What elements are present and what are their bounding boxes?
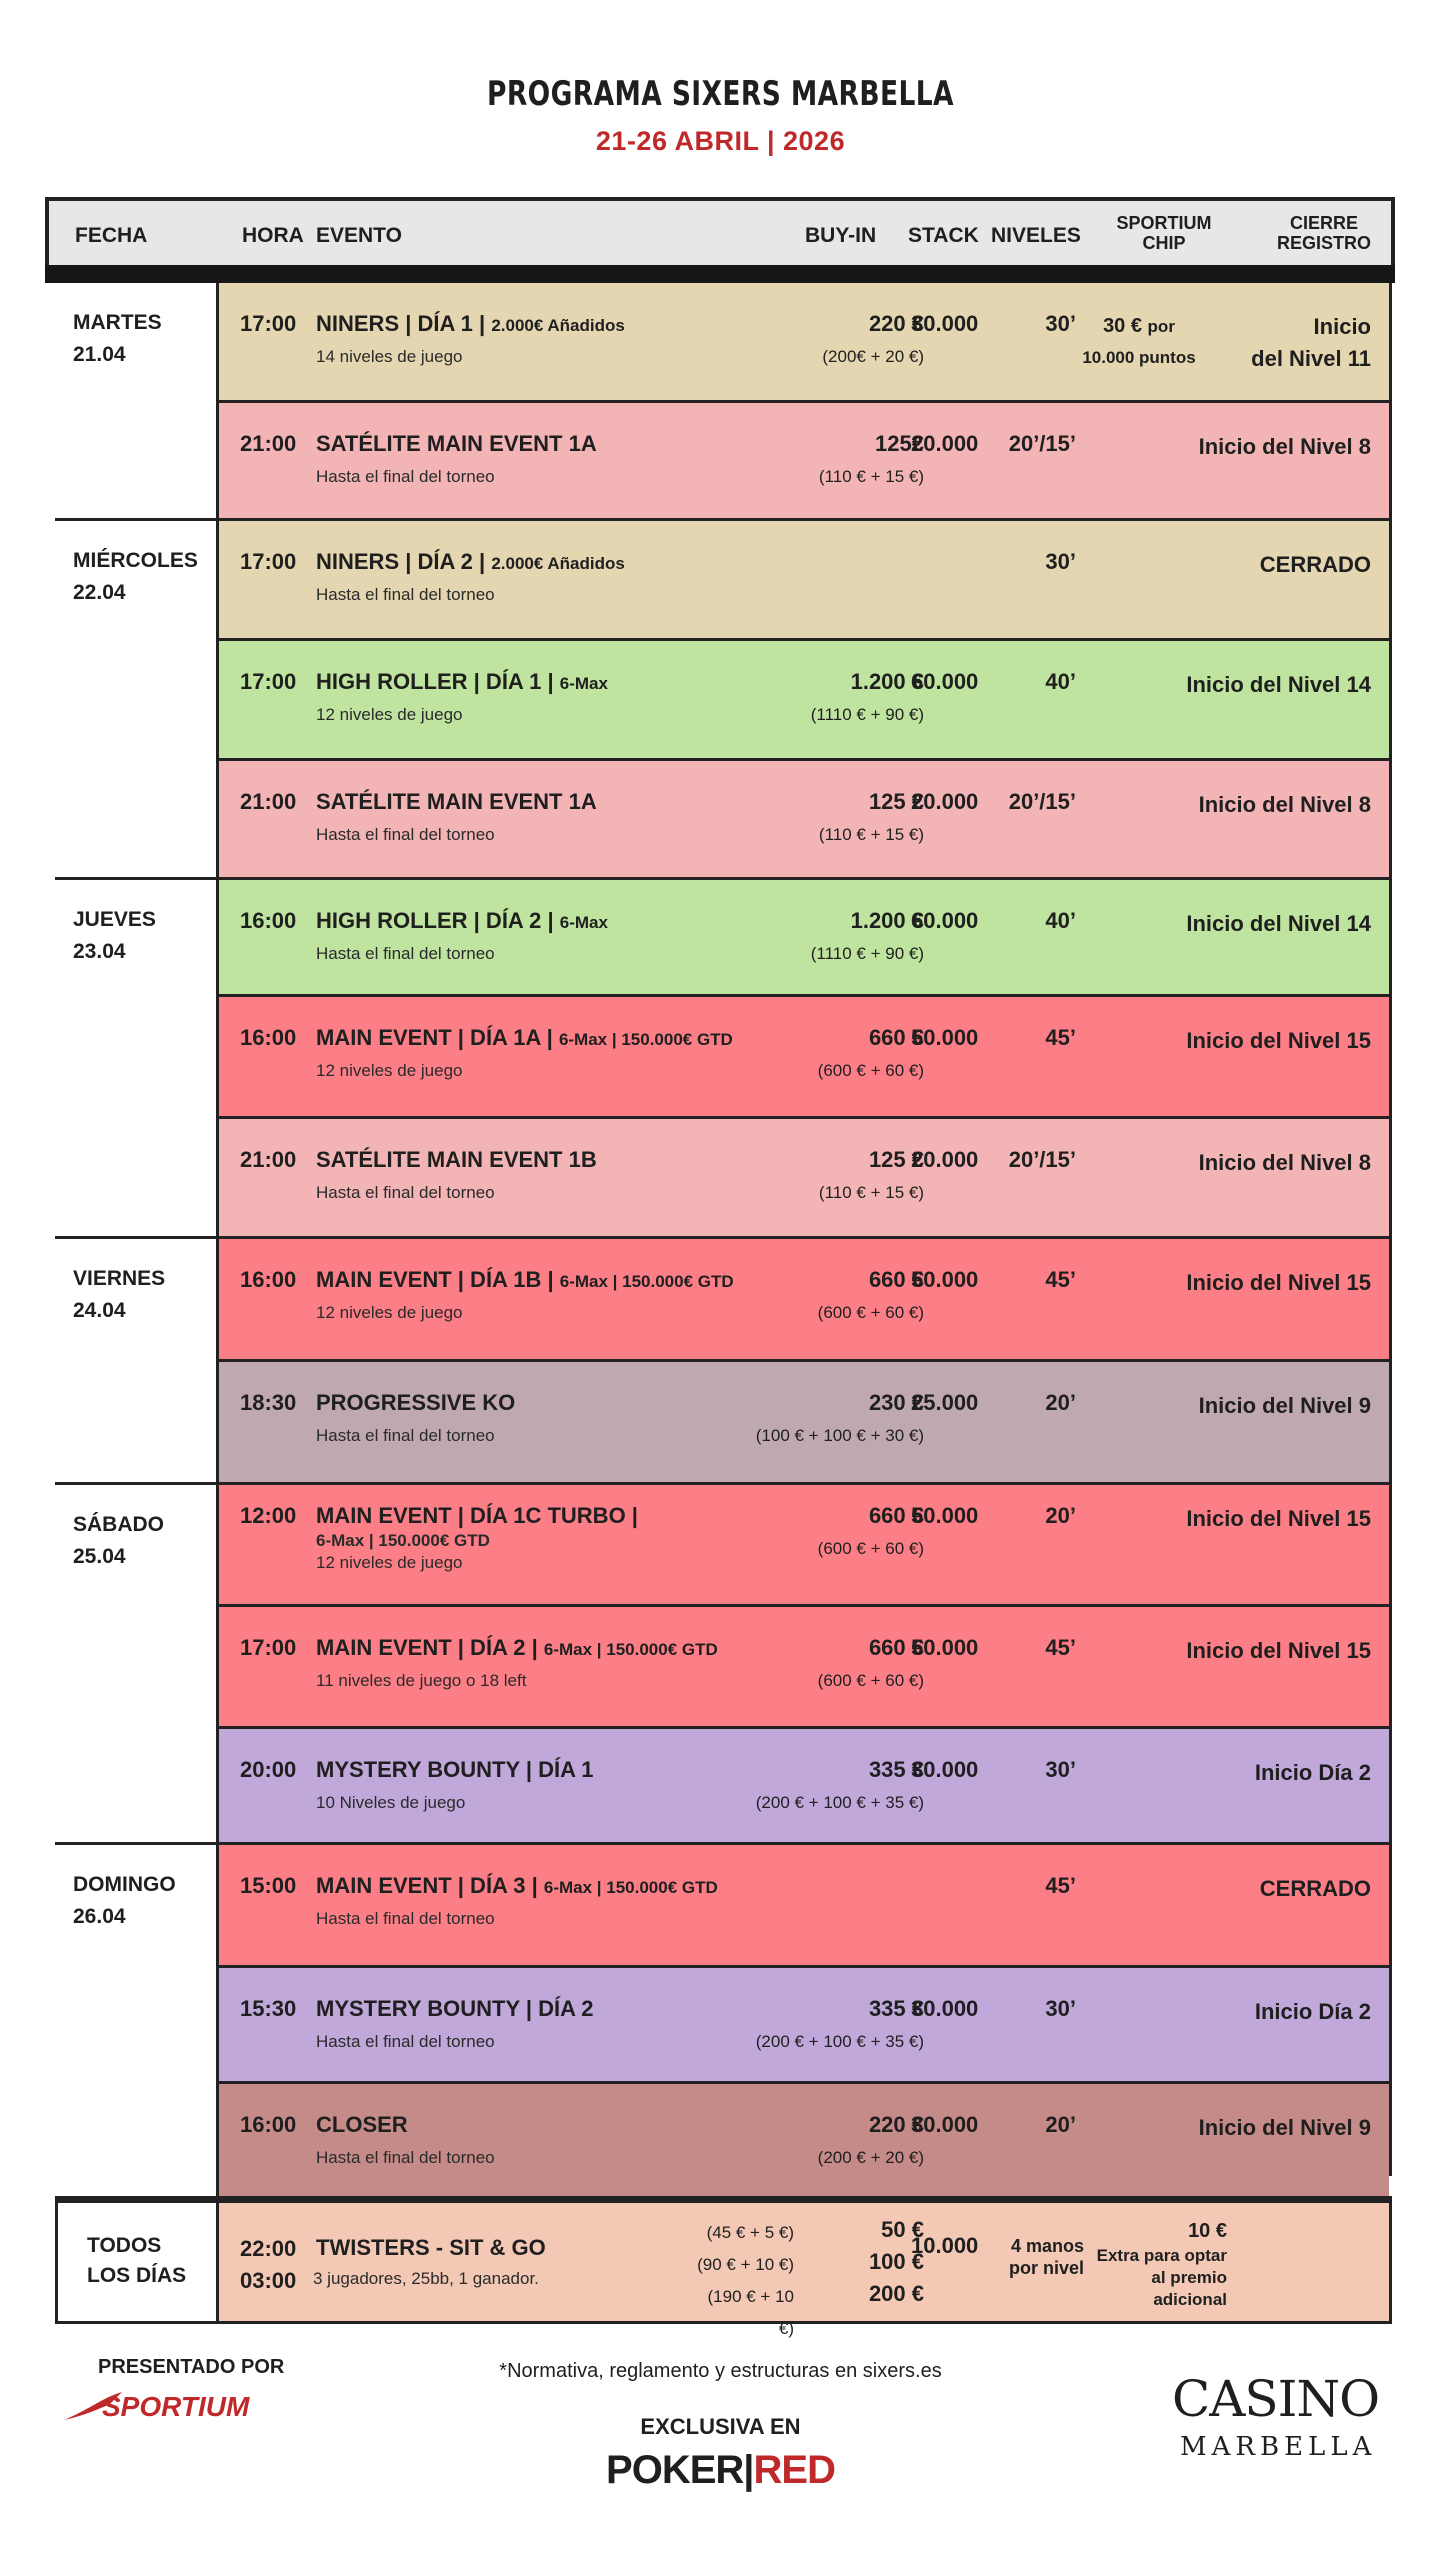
event-cierre: Inicio del Nivel 8 (1198, 1150, 1371, 1175)
day-name: SÁBADO (73, 1513, 165, 1536)
event-row (219, 1485, 1389, 1607)
day-date: 26.04 (73, 1905, 126, 1928)
event-niveles: 20’/15’ (1008, 431, 1076, 456)
event-time: 16:00 (240, 908, 297, 933)
event-cierre: Inicio del Nivel 8 (1198, 434, 1371, 459)
event-buyin: 660 € (868, 1267, 924, 1292)
event-buyin-detail: (110 € + 15 €) (818, 467, 924, 486)
event-name: HIGH ROLLER | DÍA 2 | 6-Max (316, 908, 608, 933)
page-title: PROGRAMA SIXERS MARBELLA (487, 74, 954, 114)
event-description: Hasta el final del torneo (316, 2148, 495, 2167)
header-sportium-chip (1109, 213, 1219, 253)
twisters-times: 22:00 03:00 (240, 2236, 297, 2293)
event-row (219, 1845, 1389, 1968)
event-name: MAIN EVENT | DÍA 3 | 6-Max | 150.000€ GTD (316, 1873, 718, 1898)
event-name: NINERS | DÍA 1 | 2.000€ Añadidos (316, 311, 625, 336)
event-description: 14 niveles de juego (316, 347, 463, 366)
event-cierre: Inicio del Nivel 15 (1186, 1506, 1371, 1531)
event-buyin-detail: (200€ + 20 €) (822, 347, 924, 366)
event-niveles: 45’ (1045, 1873, 1076, 1898)
header-cierre-line2: REGISTRO (1276, 233, 1371, 253)
event-time: 20:00 (240, 1757, 297, 1782)
header-divider (45, 265, 1395, 283)
event-time: 21:00 (240, 789, 297, 814)
event-row (219, 641, 1389, 761)
header-chip-line2: CHIP (1142, 233, 1186, 253)
event-stack: 20.000 (911, 789, 979, 814)
event-buyin: 660 € (868, 1635, 924, 1660)
header-hora: HORA (242, 224, 304, 247)
event-time: 16:00 (240, 1267, 297, 1292)
event-niveles: 45’ (1045, 1635, 1076, 1660)
event-time: 16:00 (240, 2112, 297, 2137)
event-buyin-detail: (600 € + 60 €) (817, 1671, 924, 1690)
header-fecha: FECHA (75, 224, 148, 247)
event-name: MYSTERY BOUNTY | DÍA 1 (316, 1757, 594, 1782)
event-buyin: 220 € (868, 311, 924, 336)
exclusiva-label: EXCLUSIVA EN (640, 2414, 801, 2439)
event-row (219, 403, 1389, 521)
event-buyin: 660 € (868, 1503, 924, 1528)
event-buyin-detail: (1110 € + 90 €) (810, 944, 924, 963)
event-buyin-detail: (600 € + 60 €) (817, 1303, 924, 1322)
event-description: 10 Niveles de juego (316, 1793, 466, 1812)
pokerred-logo: POKER|RED (606, 2448, 835, 2492)
event-cierre: Inicio del Nivel 9 (1198, 2115, 1371, 2140)
event-cierre: CERRADO (1259, 1876, 1371, 1901)
event-row (219, 1119, 1389, 1239)
day-date: 25.04 (73, 1545, 126, 1568)
event-buyin-detail: (200 € + 100 € + 35 €) (755, 1793, 924, 1812)
event-name: SATÉLITE MAIN EVENT 1A (316, 431, 597, 456)
event-buyin: 220 € (868, 2112, 924, 2137)
presentado-por: PRESENTADO POR (98, 2356, 285, 2378)
day-cell (55, 1239, 219, 1485)
event-time: 16:00 (240, 1025, 297, 1050)
event-time: 15:30 (240, 1996, 297, 2021)
event-name: PROGRESSIVE KO (316, 1390, 516, 1415)
event-buyin: 1.200 € (850, 908, 924, 933)
event-description: Hasta el final del torneo (316, 585, 495, 604)
day-cell (55, 880, 219, 1239)
day-name: MARTES (73, 311, 162, 334)
event-description: 12 niveles de juego (316, 1061, 463, 1080)
day-date: 22.04 (73, 581, 126, 604)
event-cierre: Inicio del Nivel 15 (1186, 1638, 1371, 1663)
event-row (219, 880, 1389, 997)
event-description: 12 niveles de juego (316, 1553, 463, 1572)
event-buyin: 335 € (868, 1757, 924, 1782)
event-row (219, 1968, 1389, 2084)
event-buyin-detail: (100 € + 100 € + 30 €) (755, 1426, 924, 1445)
event-stack: 30.000 (911, 1757, 979, 1782)
event-stack: 50.000 (911, 1267, 979, 1292)
event-niveles: 20’/15’ (1008, 789, 1076, 814)
event-stack: 50.000 (911, 1635, 979, 1660)
day-name: DOMINGO (73, 1873, 176, 1896)
event-stack: 60.000 (911, 908, 979, 933)
event-name: NINERS | DÍA 2 | 2.000€ Añadidos (316, 549, 625, 574)
event-buyin-detail: (110 € + 15 €) (818, 825, 924, 844)
event-row (219, 2084, 1389, 2200)
event-cierre: Inicio del Nivel 15 (1186, 1270, 1371, 1295)
event-niveles: 40’ (1045, 908, 1076, 933)
event-name: SATÉLITE MAIN EVENT 1B (316, 1147, 597, 1172)
event-niveles: 20’/15’ (1008, 1147, 1076, 1172)
twisters-name: TWISTERS - SIT & GO (316, 2235, 546, 2260)
header-niveles: NIVELES (991, 224, 1081, 247)
day-cell (55, 521, 219, 880)
event-row (219, 1362, 1389, 1485)
event-name: SATÉLITE MAIN EVENT 1A (316, 789, 597, 814)
event-description: 12 niveles de juego (316, 705, 463, 724)
marbella-logo-text: MARBELLA (1180, 2432, 1377, 2462)
event-cierre: Inicio del Nivel 14 (1186, 911, 1371, 936)
event-name: MAIN EVENT | DÍA 2 | 6-Max | 150.000€ GTD (316, 1635, 718, 1660)
event-stack: 20.000 (911, 1147, 979, 1172)
event-row (219, 997, 1389, 1119)
event-name: MYSTERY BOUNTY | DÍA 2 (316, 1996, 594, 2021)
twisters-frame (55, 2200, 1392, 2324)
event-buyin-detail: (200 € + 100 € + 35 €) (755, 2032, 924, 2051)
event-buyin-detail: (110 € + 15 €) (818, 1183, 924, 1202)
event-time: 17:00 (240, 669, 297, 694)
event-buyin-detail: (200 € + 20 €) (817, 2148, 924, 2167)
event-buyin: 1.200 € (850, 669, 924, 694)
event-description: Hasta el final del torneo (316, 1426, 495, 1445)
header-cierre-registro (1269, 213, 1379, 253)
event-niveles: 20’ (1045, 1390, 1076, 1415)
day-date: 24.04 (73, 1299, 126, 1322)
todos-los-dias-cell: TODOS LOS DÍAS (55, 2203, 219, 2322)
event-time: 15:00 (240, 1873, 297, 1898)
event-tags: 6-Max | 150.000€ GTD (316, 1531, 490, 1550)
event-buyin: 660 € (868, 1025, 924, 1050)
event-time: 17:00 (240, 549, 297, 574)
event-description: Hasta el final del torneo (316, 944, 495, 963)
event-cierre: Inicio Día 2 (1254, 1999, 1371, 2024)
event-name: HIGH ROLLER | DÍA 1 | 6-Max (316, 669, 608, 694)
event-stack: 60.000 (911, 669, 979, 694)
header-buyin: BUY-IN (805, 224, 877, 247)
event-row (219, 283, 1389, 403)
event-description: Hasta el final del torneo (316, 467, 495, 486)
twisters-chip: 10 € Extra para optar al premio adicional (1096, 2220, 1227, 2309)
event-row (219, 1729, 1389, 1845)
day-name: VIERNES (73, 1267, 166, 1290)
twisters-niveles: 4 manos por nivel (1008, 2236, 1084, 2278)
event-description: Hasta el final del torneo (316, 825, 495, 844)
page-subtitle: 21-26 ABRIL | 2026 (595, 126, 846, 156)
event-niveles: 20’ (1045, 1503, 1076, 1528)
event-buyin: 230 € (868, 1390, 924, 1415)
event-niveles: 30’ (1045, 1996, 1076, 2021)
header-cierre-line1: CIERRE (1289, 213, 1358, 233)
normativa-note: *Normativa, reglamento y estructuras en sixers.es (499, 2360, 942, 2382)
event-niveles: 20’ (1045, 2112, 1076, 2137)
event-cierre: Inicio del Nivel 11 (1251, 314, 1371, 371)
table-header (45, 197, 1395, 265)
header-stack: STACK (908, 224, 979, 247)
header-evento: EVENTO (316, 224, 402, 247)
table-border-right (1389, 283, 1392, 2176)
day-name: JUEVES (73, 908, 156, 931)
event-stack: 20.000 (911, 431, 979, 456)
event-buyin-detail: (600 € + 60 €) (817, 1061, 924, 1080)
event-time: 21:00 (240, 431, 297, 456)
event-buyin: 125 € (868, 1147, 924, 1172)
event-cierre: CERRADO (1259, 552, 1371, 577)
day-cell (55, 1485, 219, 1845)
event-stack: 25.000 (911, 1390, 979, 1415)
event-niveles: 30’ (1045, 1757, 1076, 1782)
event-buyin-detail: (1110 € + 90 €) (810, 705, 924, 724)
day-date: 21.04 (73, 343, 126, 366)
twisters-description: 3 jugadores, 25bb, 1 ganador. (313, 2269, 539, 2288)
event-niveles: 30’ (1045, 311, 1076, 336)
event-stack: 50.000 (911, 1503, 979, 1528)
event-buyin: 125€ (875, 431, 924, 456)
event-row (219, 761, 1389, 880)
event-cierre: Inicio del Nivel 14 (1186, 672, 1371, 697)
event-cierre: Inicio Día 2 (1254, 1760, 1371, 1785)
event-niveles: 45’ (1045, 1267, 1076, 1292)
event-row (219, 1239, 1389, 1362)
event-description: Hasta el final del torneo (316, 1909, 495, 1928)
event-cierre: Inicio del Nivel 15 (1186, 1028, 1371, 1053)
event-stack: 30.000 (911, 2112, 979, 2137)
event-description: 12 niveles de juego (316, 1303, 463, 1322)
event-time: 17:00 (240, 1635, 297, 1660)
day-cell (55, 1845, 219, 2200)
event-description: Hasta el final del torneo (316, 2032, 495, 2051)
casino-logo-text: CASINO (1172, 2370, 1380, 2428)
event-time: 12:00 (240, 1503, 297, 1528)
event-row (219, 1607, 1389, 1729)
event-time: 21:00 (240, 1147, 297, 1172)
event-stack: 30.000 (911, 311, 979, 336)
event-stack: 50.000 (911, 1025, 979, 1050)
event-time: 17:00 (240, 311, 297, 336)
svg-text:SPORTIUM: SPORTIUM (102, 2391, 250, 2422)
day-cell (55, 283, 219, 521)
event-buyin: 125 € (868, 789, 924, 814)
event-niveles: 45’ (1045, 1025, 1076, 1050)
event-buyin: 335 € (868, 1996, 924, 2021)
event-stack: 30.000 (911, 1996, 979, 2021)
twisters-buyin-prices: 50 € 100 € 200 € (868, 2217, 924, 2306)
event-buyin-detail: (600 € + 60 €) (817, 1539, 924, 1558)
event-time: 18:30 (240, 1390, 297, 1415)
event-sportium-chip: 30 € por 10.000 puntos (1082, 315, 1196, 367)
day-date: 23.04 (73, 940, 126, 963)
twisters-stack: 10.000 (911, 2233, 979, 2258)
event-description: 11 niveles de juego o 18 left (316, 1671, 527, 1690)
event-name: CLOSER (316, 2112, 408, 2137)
event-niveles: 30’ (1045, 549, 1076, 574)
event-name: MAIN EVENT | DÍA 1A | 6-Max | 150.000€ GTD (316, 1025, 733, 1050)
event-niveles: 40’ (1045, 669, 1076, 694)
event-name: MAIN EVENT | DÍA 1C TURBO | (316, 1503, 638, 1528)
event-row (219, 521, 1389, 641)
event-description: Hasta el final del torneo (316, 1183, 495, 1202)
header-chip-line1: SPORTIUM (1116, 213, 1212, 233)
day-name: MIÉRCOLES (73, 549, 198, 572)
event-name: MAIN EVENT | DÍA 1B | 6-Max | 150.000€ GTD (316, 1267, 734, 1292)
twisters-buyin-details: (45 € + 5 €) (90 € + 10 €) (190 € + 10 €) (697, 2223, 794, 2338)
event-cierre: Inicio del Nivel 9 (1198, 1393, 1371, 1418)
event-cierre: Inicio del Nivel 8 (1198, 792, 1371, 817)
